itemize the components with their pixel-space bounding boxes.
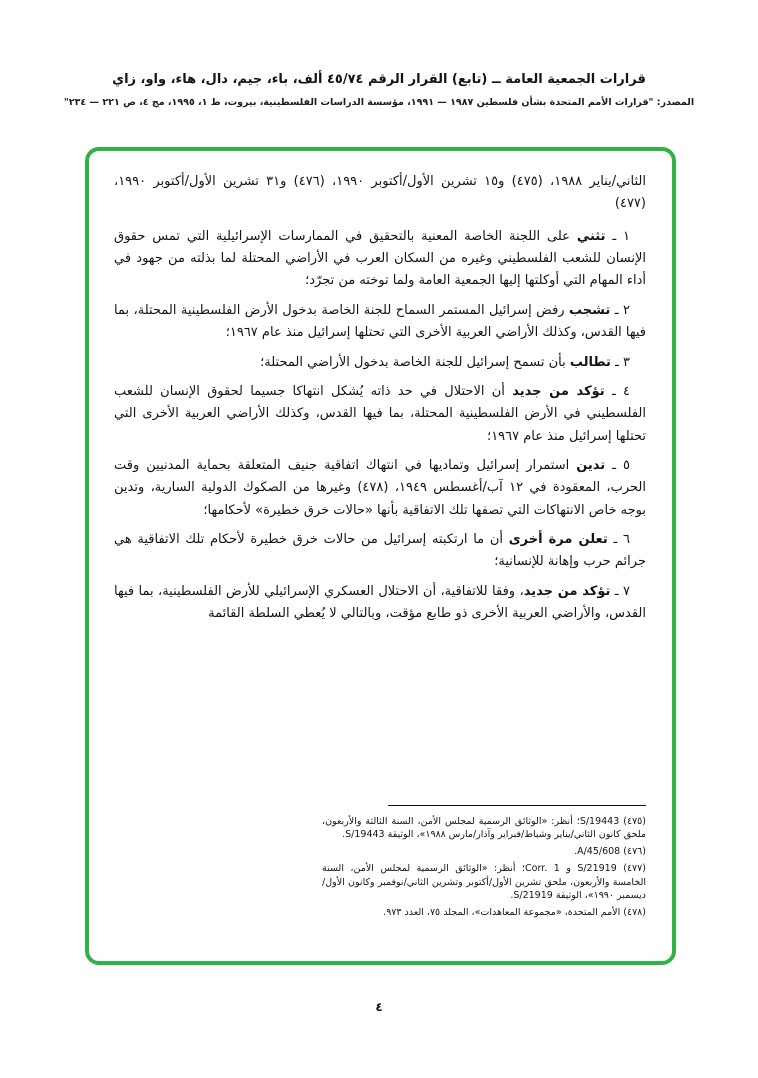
paragraph-3 [114, 352, 646, 374]
paragraph-4-number: ٤ ـ [604, 383, 631, 399]
footnote-477: (٤٧٧) S/21919 و Corr. 1؛ أنظر: «الوثائق الرسمية لمجلس الأمن، السنة الخامسة والأربعون، ملحق تشرين الأول/أكتوبر وتشرين الثاني/نوفمبر وكانون الأول/ديسمبر ١٩٩٠»، الوثيقة S/21919. [322, 862, 646, 902]
paragraph-3-lead: تطالب [569, 354, 611, 370]
paragraph-5 [114, 455, 646, 522]
paragraph-1 [114, 226, 646, 293]
paragraph-6-text: أن ما ارتكبته إسرائيل من حالات خرق خطيرة لأحكام تلك الاتفاقية هي جرائم حرب وإهانة للإنسانية؛ [114, 532, 646, 570]
paragraph-5-text: استمرار إسرائيل وتماديها في انتهاك اتفاقية جنيف المتعلقة بحماية المدنيين وقت الحرب، المعقودة في ١٢ آب/أغسطس ١٩٤٩، (٤٧٨) وغيرها من الصكوك الدولية السارية، وتدين بوجه خاص الانتهاكات التي تصفها تلك الاتفاقية بأنها «حالات خرق خطيرة» لأحكامها؛ [114, 457, 646, 518]
page-number: ٤ [375, 1000, 383, 1014]
paragraph-7-text: ، وفقا للاتفاقية، أن الاحتلال العسكري الإسرائيلي للأرض الفلسطينية، بما فيها القدس، والأراضي العربية الأخرى ذو طابع مؤقت، وبالتالي لا يُعطي السلطة القائمة [114, 583, 646, 622]
footnote-476: (٤٧٦) A/45/608. [574, 846, 646, 858]
footnote-475: (٤٧٥) S/19443؛ أنظر: «الوثائق الرسمية لمجلس الأمن، السنة الثالثة والأربعون، ملحق كانون الثاني/يناير وشباط/فبراير وآذار/مارس ١٩٨٨»، الوثيقة S/19443. [322, 815, 646, 841]
page-header [40, 72, 718, 108]
paragraph-7-number: ٧ ـ [610, 583, 631, 599]
paragraph-5-number: ٥ ـ [605, 457, 630, 473]
paragraph-1-lead: تثني [576, 228, 606, 244]
paragraph-2 [114, 300, 646, 345]
paragraph-1-text: على اللجنة الخاصة المعنية بالتحقيق في الممارسات الإسرائيلية التي تمس حقوق الإنسان للشعب الفلسطيني وغيره من السكان العرب في الأراضي المحتلة لما بذلته من جهود في أداء المهام التي أوكلتها إليها الجمعية العامة ولما توخته من تجرّد؛ [114, 228, 646, 289]
paragraph-4 [114, 381, 646, 448]
footnotes-section [322, 805, 646, 923]
footnote-478: (٤٧٨) الأمم المتحدة، «مجموعة المعاهدات»، المجلد ٧٥، العدد ٩٧٣. [383, 907, 646, 919]
paragraph-4-text: أن الاحتلال في حد ذاته يُشكل انتهاكا جسيما لحقوق الإنسان للشعب الفلسطيني في الأرض الفلسطينية المحتلة، بما فيها القدس، وكذلك الأراضي العربية الأخرى التي تحتلها إسرائيل منذ عام ١٩٦٧؛ [114, 383, 646, 444]
paragraph-7-lead: تؤكد من جديد [523, 583, 611, 599]
paragraph-4-lead: تؤكد من جديد [512, 383, 605, 399]
paragraph-7 [114, 581, 646, 626]
paragraph-3-text: بأن تسمح إسرائيل للجنة الخاصة بدخول الأراضي المحتلة؛ [260, 354, 570, 370]
paragraph-2-number: ٢ ـ [610, 302, 630, 318]
paragraph-3-number: ٣ ـ [610, 354, 630, 370]
paragraph-5-lead: تدين [576, 457, 606, 473]
source-line: المصدر: "قرارات الأمم المتحدة بشأن فلسطين ١٩٨٧ — ١٩٩١، مؤسسة الدراسات الفلسطينية، بيروت، ط ١، ١٩٩٥، مج ٤، ص ٢٢١ — ٢٣٤" [63, 97, 695, 108]
paragraph-2-lead: تشجب [569, 302, 611, 318]
resolution-body [114, 171, 646, 632]
paragraph-2-text: رفض إسرائيل المستمر السماح للجنة الخاصة بدخول الأرض الفلسطينية المحتلة، بما فيها القدس، وكذلك الأراضي العربية الأخرى التي تحتلها إسرائيل منذ عام ١٩٦٧؛ [114, 302, 646, 341]
paragraph-6-lead: تعلن مرة أخرى [508, 532, 608, 548]
intro-paragraph: الثاني/يناير ١٩٨٨، (٤٧٥) و١٥ تشرين الأول/أكتوبر ١٩٩٠، (٤٧٦) و٣١ تشرين الأول/أكتوبر ١٩٩٠، (٤٧٧) [114, 174, 646, 212]
paragraph-1-number: ١ ـ [605, 228, 630, 244]
document-title: قرارات الجمعية العامة ــ (تابع) القرار الرقم ٤٥/٧٤ ألف، باء، جيم، دال، هاء، واو، زاي [112, 72, 646, 87]
footnote-divider [388, 805, 646, 806]
content-frame [85, 147, 676, 965]
paragraph-6-number: ٦ ـ [607, 532, 630, 548]
paragraph-6 [114, 529, 646, 574]
